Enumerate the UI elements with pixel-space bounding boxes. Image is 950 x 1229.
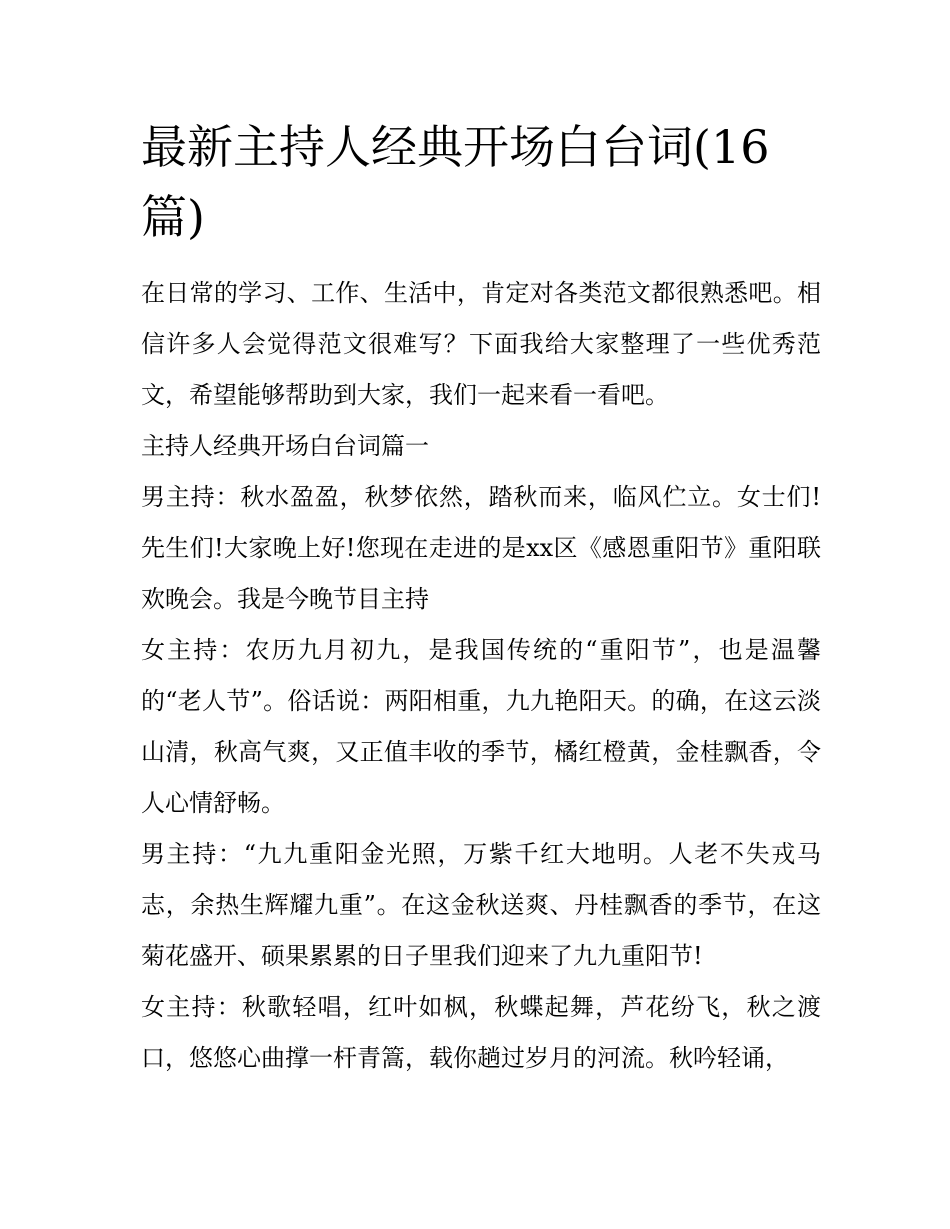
section-heading: 主持人经典开场白台词篇一 (141, 432, 429, 460)
dialogue-paragraph: 女主持：农历九月初九，是我国传统的“重阳节”，也是温馨的“老人节”。俗话说：两阳相重，九九艳阳天。的确，在这云淡山清，秋高气爽，又正值丰收的季节，橘红橙黄，金桂飘香，令人心情舒畅。 (141, 636, 821, 817)
dialogue-paragraph: 男主持：“九九重阳金光照，万紫千红大地明。人老不失戎马志，余热生辉耀九重”。在这金秋送爽、丹桂飘香的季节，在这菊花盛开、硕果累累的日子里我们迎来了九九重阳节! (141, 840, 821, 970)
document-body (141, 112, 821, 1084)
dialogue-paragraph: 女主持：秋歌轻唱，红叶如枫，秋蝶起舞，芦花纷飞，秋之渡口，悠悠心曲撑一杆青篙，载你趟过岁月的河流。秋吟轻诵， (141, 993, 821, 1072)
intro-paragraph: 在日常的学习、工作、生活中，肯定对各类范文都很熟悉吧。相信许多人会觉得范文很难写？下面我给大家整理了一些优秀范文，希望能够帮助到大家，我们一起来看一看吧。 (141, 279, 821, 409)
document-title: 最新主持人经典开场白台词(16篇) (141, 120, 770, 244)
dialogue-paragraph: 男主持：秋水盈盈，秋梦依然，踏秋而来，临风伫立。女士们!先生们!大家晚上好!您现在走进的是xx区《感恩重阳节》重阳联欢晚会。我是今晚节目主持 (141, 483, 821, 613)
